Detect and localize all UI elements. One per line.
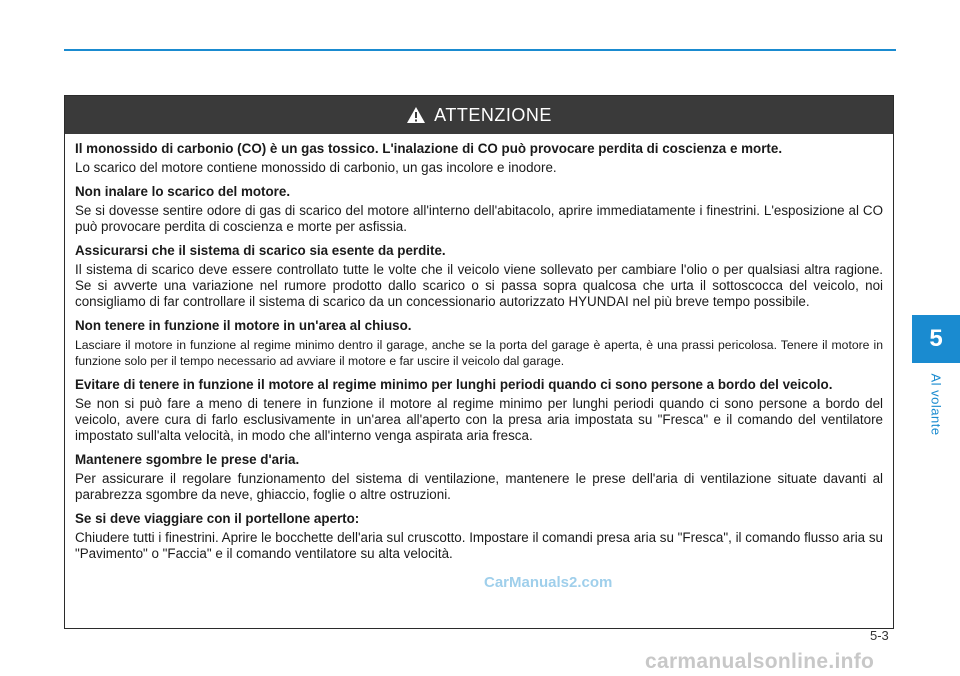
warning-paragraph: Se si deve viaggiare con il portellone aperto:: [75, 511, 360, 526]
warning-box: [64, 95, 894, 629]
warning-triangle-icon: [406, 106, 426, 124]
warning-paragraph: Se non si può fare a meno di tenere in funzione il motore al regime minimo per lunghi periodi quando ci sono persone a bordo del veicolo, avere cura di farlo esclusivamente in un'area all'aperto con la presa aria impostata su "Fresca" e il comando del ventilatore impostato sull'alta velocità, in modo che all'interno venga aspirata aria fresca.: [75, 396, 883, 443]
page-number: 5-3: [870, 628, 889, 643]
warning-paragraph: Evitare di tenere in funzione il motore al regime minimo per lunghi periodi quando ci sono persone a bordo del veicolo.: [75, 377, 833, 392]
warning-paragraph: Non inalare lo scarico del motore.: [75, 184, 291, 199]
watermark: CarManuals2.com: [484, 574, 613, 591]
warning-paragraph: Mantenere sgombre le prese d'aria.: [75, 452, 300, 467]
warning-paragraph: Non tenere in funzione il motore in un'area al chiuso.: [75, 318, 412, 333]
warning-paragraph: Se si dovesse sentire odore di gas di scarico del motore all'interno dell'abitacolo, aprire immediatamente i finestrini. L'esposizione al CO può provocare perdita di coscienza e morte per asfissia.: [75, 203, 883, 234]
warning-paragraph: Per assicurare il regolare funzionamento del sistema di ventilazione, mantenere le prese dell'aria di ventilazione situate davanti al parabrezza sgombre da neve, ghiaccio, foglie o altre ostruzioni.: [75, 471, 883, 502]
warning-paragraph: Assicurarsi che il sistema di scarico sia esente da perdite.: [75, 243, 446, 258]
warning-paragraph: Il sistema di scarico deve essere controllato tutte le volte che il veicolo viene sollevato per cambiare l'olio o per qualsiasi altra ragione. Se si avverte una variazione nel rumore prodotto dallo scarico o si passa sopra qualcosa che urta il sottoscocca del veicolo, noi consigliamo di far controllare il sistema di scarico da un concessionario autorizzato HYUNDAI nel più breve tempo possibile.: [75, 262, 883, 309]
chapter-title: Al volante: [928, 372, 944, 436]
warning-paragraph: Lo scarico del motore contiene monossido di carbonio, un gas incolore e inodore.: [75, 160, 557, 175]
warning-header-title: ATTENZIONE: [434, 104, 552, 125]
chapter-title-label: [912, 370, 960, 438]
top-rule: [64, 49, 896, 51]
warning-header: [65, 96, 893, 134]
chapter-number-tab[interactable]: [912, 315, 960, 363]
warning-paragraph: Il monossido di carbonio (CO) è un gas tossico. L'inalazione di CO può provocare perdita di coscienza e morte.: [75, 141, 783, 156]
chapter-number: 5: [929, 325, 943, 352]
warning-body: [65, 134, 893, 562]
footer-watermark: carmanualsonline.info: [645, 650, 875, 673]
warning-paragraph: Chiudere tutti i finestrini. Aprire le bocchette dell'aria sul cruscotto. Impostare il comandi presa aria su "Fresca", il comando flusso aria su "Pavimento" o "Faccia" e il comando ventilatore su alta velocità.: [75, 530, 883, 561]
warning-paragraph: Lasciare il motore in funzione al regime minimo dentro il garage, anche se la porta del garage è aperta, è una prassi pericolosa. Tenere il motore in funzione solo per il tempo necessario ad avviare il motore e far uscire il veicolo dal garage.: [75, 338, 883, 368]
